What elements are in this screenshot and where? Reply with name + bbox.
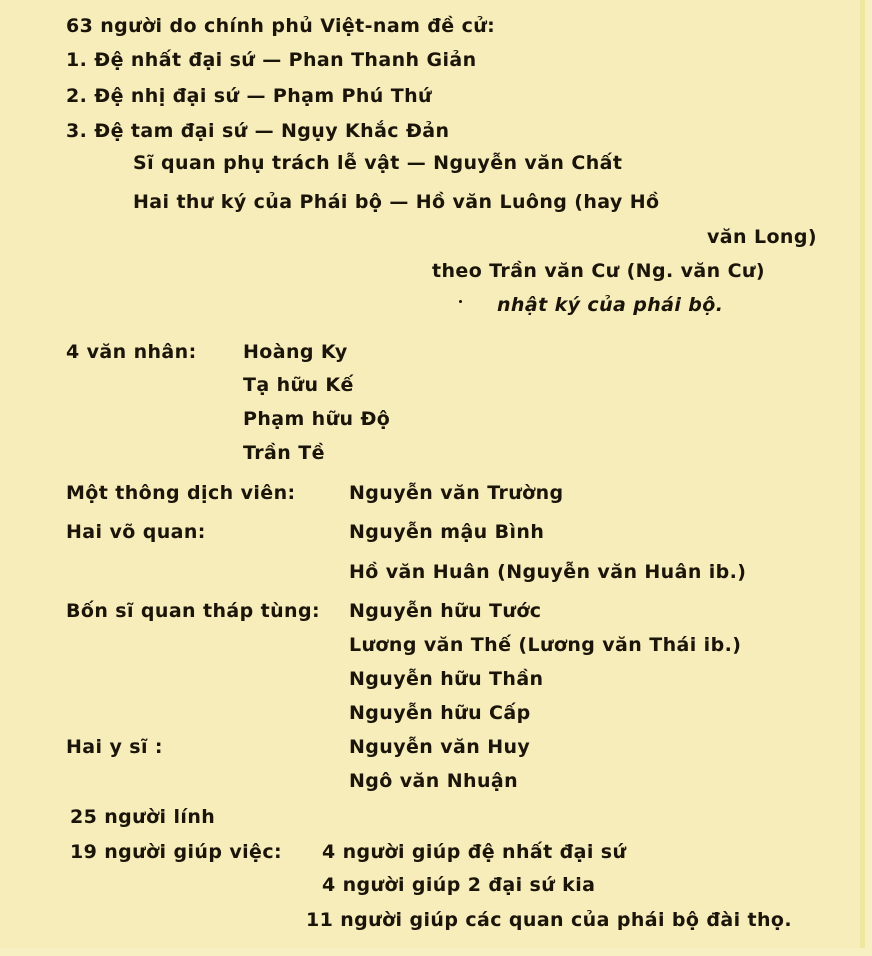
doctor-name-2: Ngô văn Nhuận (349, 770, 519, 792)
ambassador-line-3: 3. Đệ tam đại sứ — Ngụy Khắc Đản (66, 120, 450, 142)
helper-item-3: 11 người giúp các quan của phái bộ đài thọ. (306, 909, 792, 931)
interpreter-label: Một thông dịch viên: (66, 482, 296, 504)
ambassador-line-2: 2. Đệ nhị đại sứ — Phạm Phú Thứ (66, 85, 432, 107)
stray-dot (459, 300, 462, 303)
officer-line: Sĩ quan phụ trách lễ vật — Nguyễn văn Chất (133, 152, 623, 174)
helpers-label: 19 người giúp việc: (70, 841, 282, 863)
source-line-1: theo Trần văn Cư (Ng. văn Cư) (432, 260, 765, 282)
helper-item-1: 4 người giúp đệ nhất đại sứ (322, 841, 627, 863)
header-line: 63 người do chính phủ Việt-nam đề cử: (66, 15, 496, 37)
scholar-name-2: Tạ hữu Kế (243, 374, 354, 396)
escort-name-1: Nguyễn hữu Tước (349, 600, 542, 622)
doctors-label: Hai y sĩ : (66, 736, 163, 758)
military-name-2: Hồ văn Huân (Nguyễn văn Huân ib.) (349, 561, 747, 583)
source-line-2: nhật ký của phái bộ. (497, 294, 724, 316)
soldiers-line: 25 người lính (70, 806, 216, 828)
escort-name-2: Lương văn Thế (Lương văn Thái ib.) (349, 634, 742, 656)
interpreter-name: Nguyễn văn Trường (349, 482, 564, 504)
military-label: Hai võ quan: (66, 521, 206, 543)
escort-name-3: Nguyễn hữu Thần (349, 668, 544, 690)
helper-item-2: 4 người giúp 2 đại sứ kia (322, 874, 596, 896)
military-name-1: Nguyễn mậu Bình (349, 521, 545, 543)
escort-name-4: Nguyễn hữu Cấp (349, 702, 531, 724)
scholar-name-4: Trần Tề (243, 442, 325, 464)
secretaries-line-1: Hai thư ký của Phái bộ — Hồ văn Luông (hay Hồ (133, 191, 660, 213)
ambassador-line-1: 1. Đệ nhất đại sứ — Phan Thanh Giản (66, 49, 477, 71)
scholars-label: 4 văn nhân: (66, 341, 197, 363)
secretaries-line-2: văn Long) (707, 226, 817, 248)
scholar-name-3: Phạm hữu Độ (243, 408, 391, 430)
escorts-label: Bốn sĩ quan tháp tùng: (66, 600, 320, 622)
doctor-name-1: Nguyễn văn Huy (349, 736, 531, 758)
scholar-name-1: Hoàng Ky (243, 341, 348, 363)
